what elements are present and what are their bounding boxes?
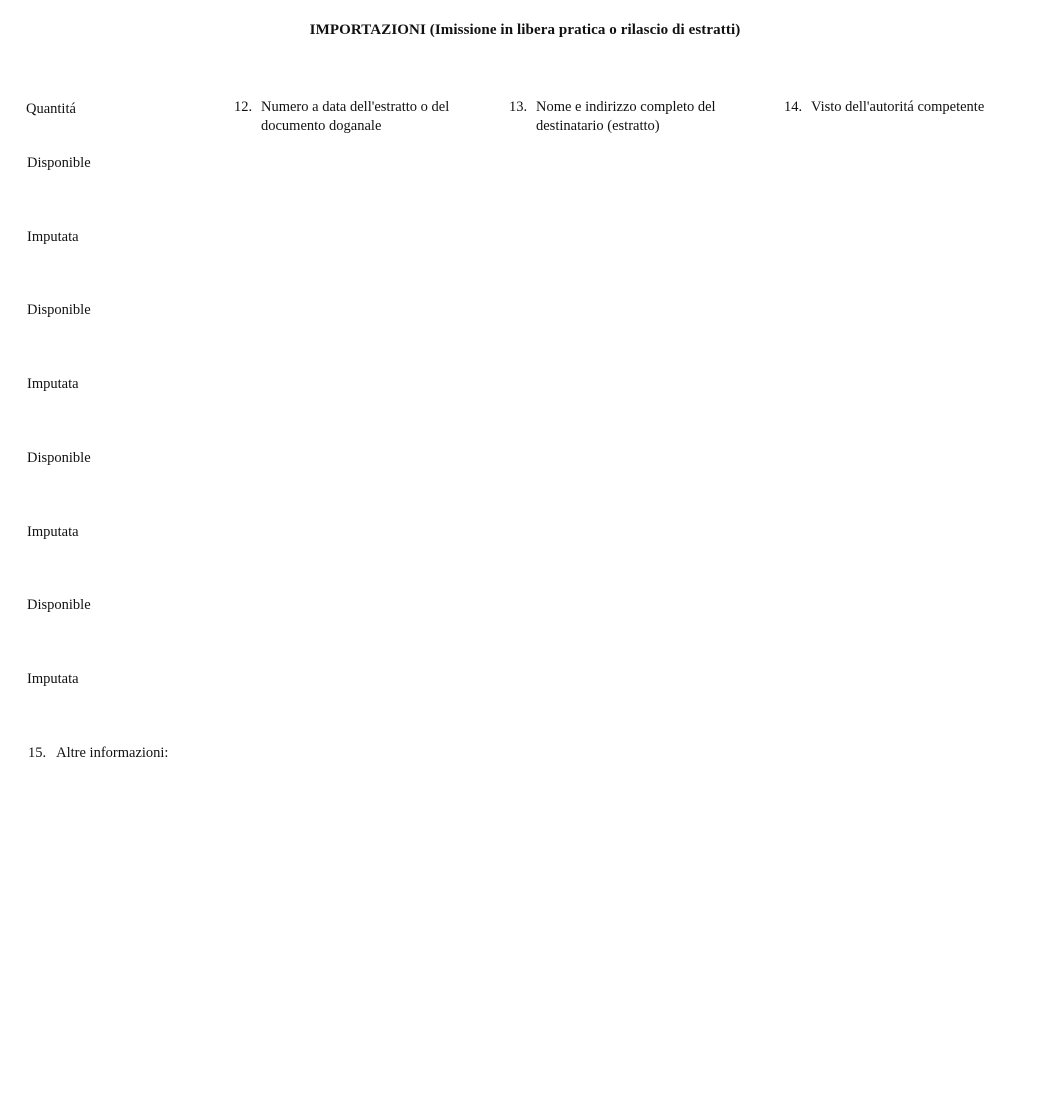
field-12-label: Numero a data dell'estratto o del documento doganale [261, 99, 450, 134]
field-12-number: 12. [234, 99, 253, 115]
row-label-charged: Imputata [27, 524, 79, 540]
page-title: IMPORTAZIONI (Imissione in libera pratica o rilascio di estratti) [309, 22, 741, 38]
other-info-label: Altre informazioni: [56, 745, 169, 761]
row-label-available: Disponible [27, 597, 91, 613]
field-13-number: 13. [509, 99, 528, 115]
row-label-charged: Imputata [27, 376, 79, 392]
field-14-label: Visto dell'autoritá competente [811, 99, 985, 115]
field-14-number: 14. [784, 99, 803, 115]
field-13-label: Nome e indirizzo completo del destinatario (estratto) [536, 99, 716, 134]
row-label-available: Disponible [27, 450, 91, 466]
row-label-available: Disponible [27, 302, 91, 318]
other-info-number: 15. [28, 745, 47, 761]
row-label-charged: Imputata [27, 229, 79, 245]
row-label-available: Disponible [27, 155, 91, 171]
row-label-charged: Imputata [27, 671, 79, 687]
other-info-field [28, 745, 168, 762]
quantity-column-header: Quantitá [26, 101, 76, 117]
